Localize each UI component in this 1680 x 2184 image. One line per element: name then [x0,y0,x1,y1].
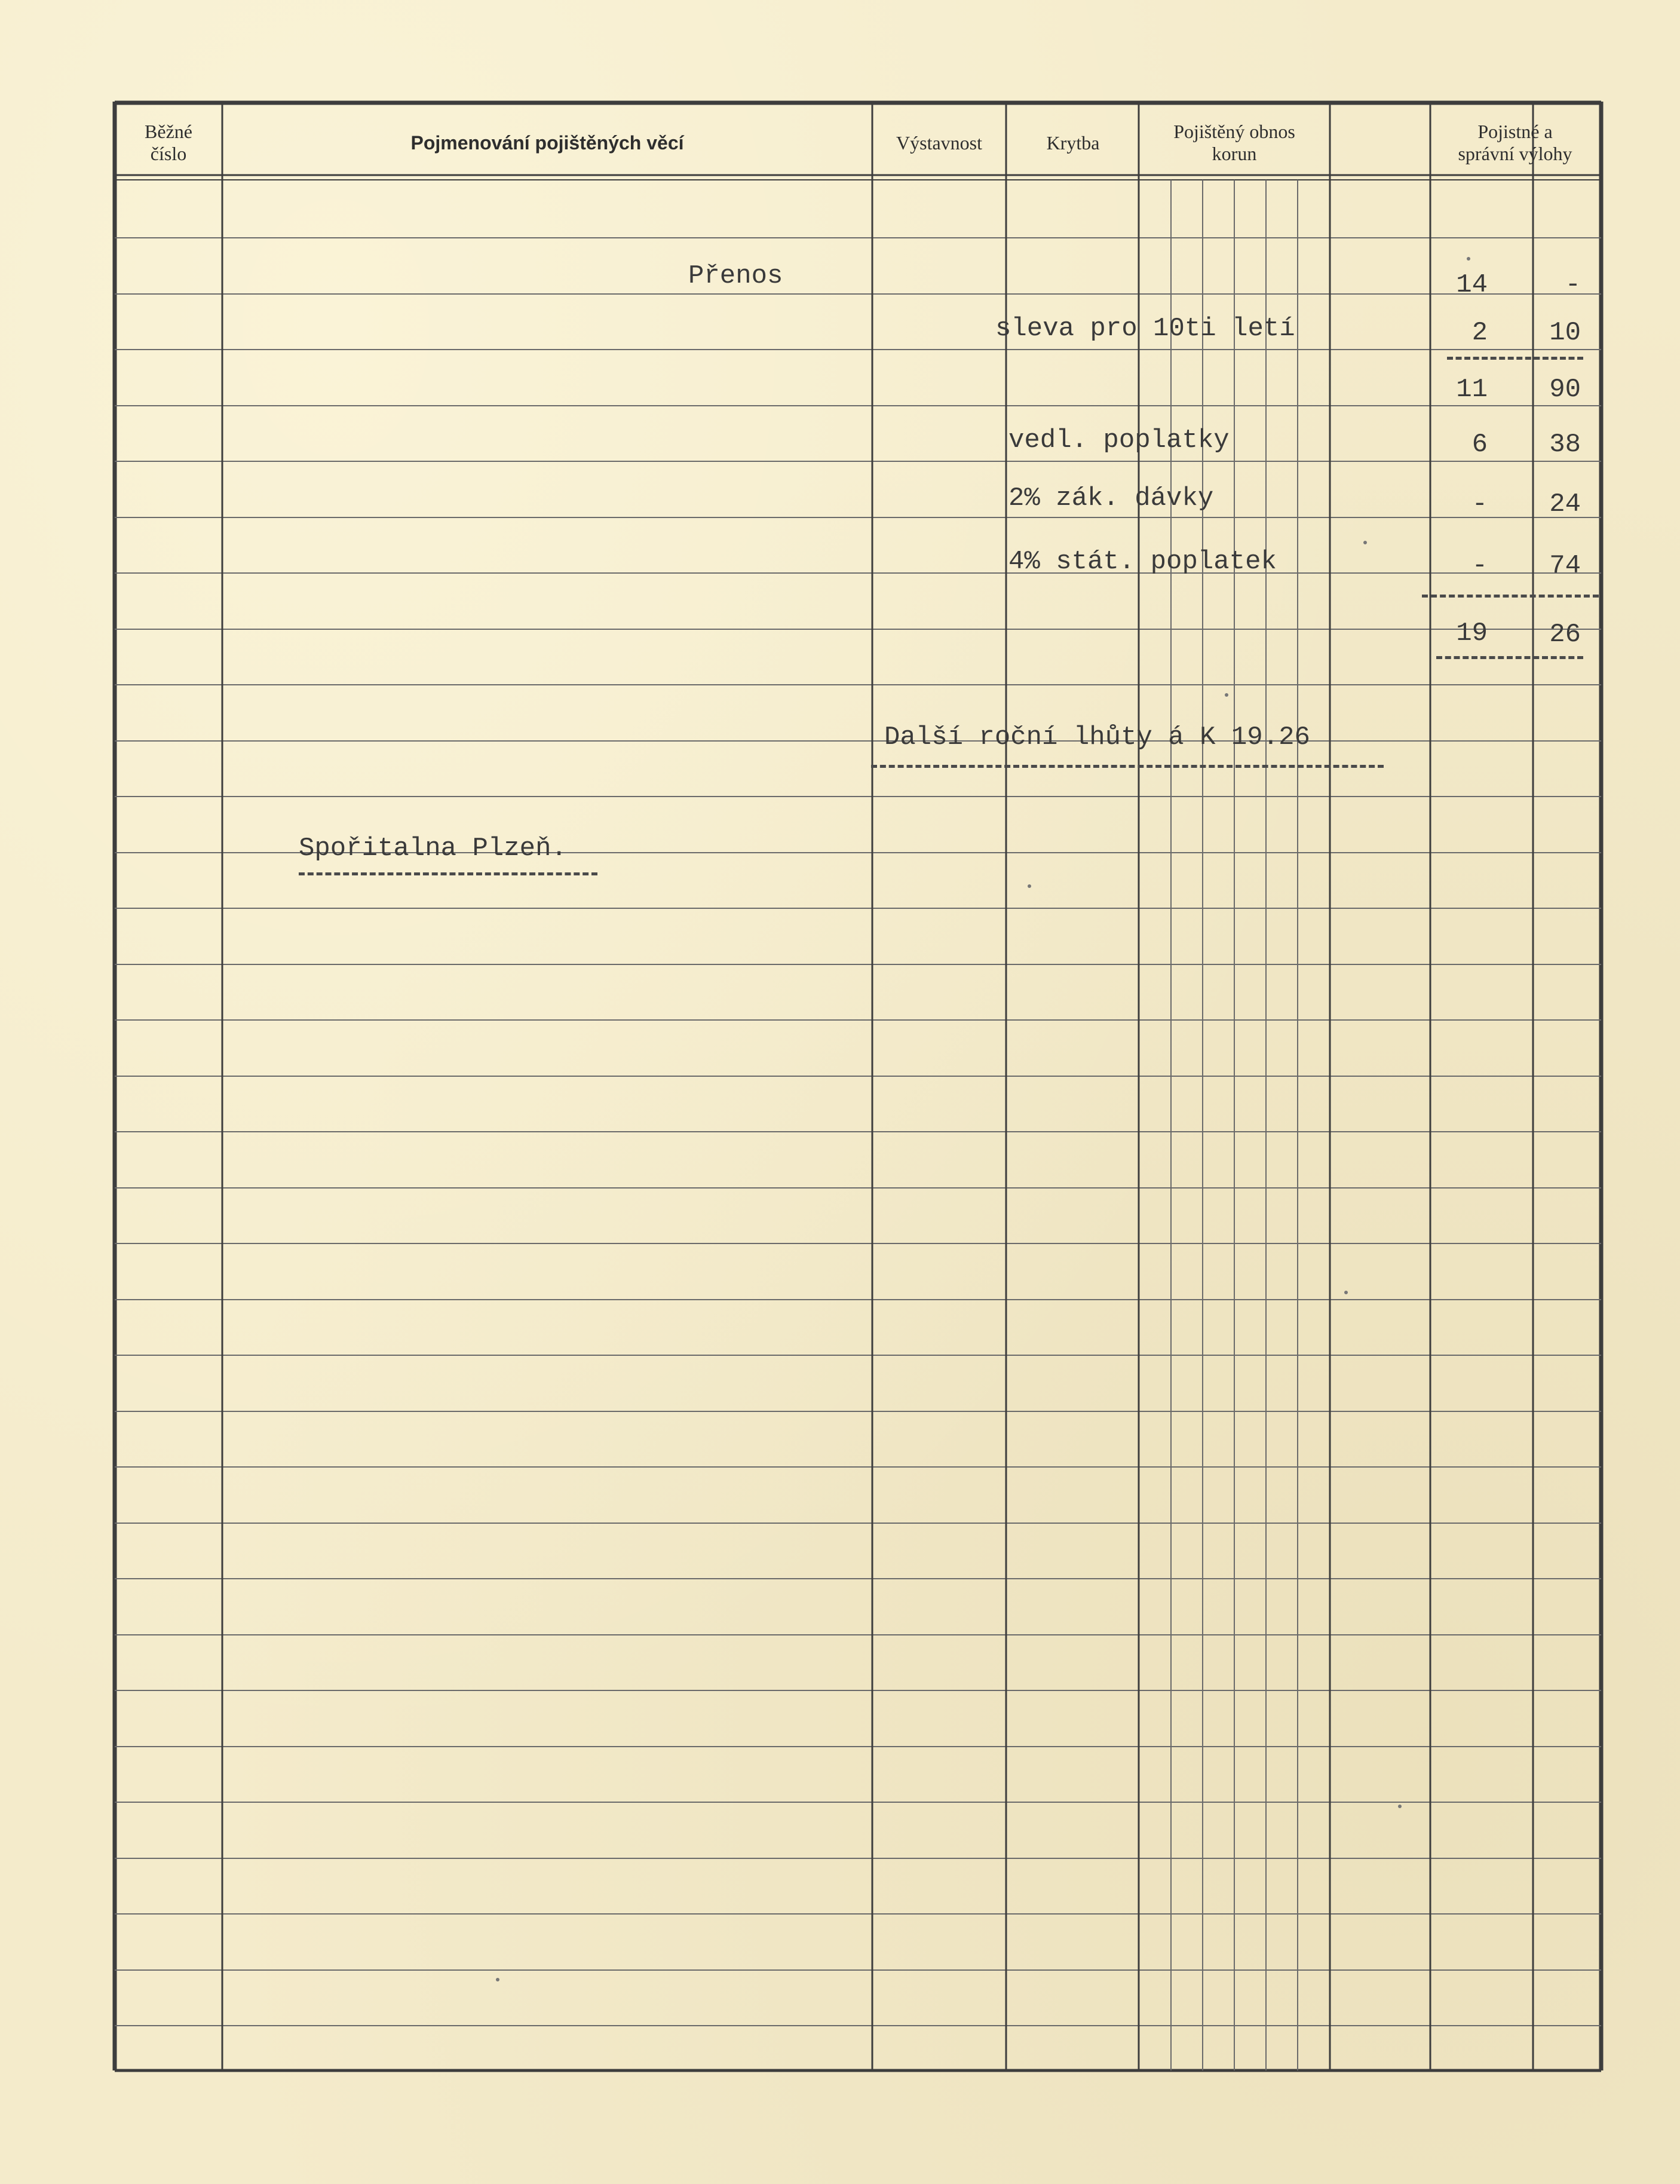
bank-name: Spořitalna Plzeň. [299,834,567,863]
ink-speck [1467,257,1470,261]
state-fee-crowns: - [1471,551,1488,581]
ink-speck [1344,1291,1348,1294]
header-insured-items: Pojmenování pojištěných věcí [410,131,684,154]
ink-speck [1398,1805,1402,1808]
subtotal-crowns: 11 [1456,375,1488,405]
levy-crowns: - [1471,489,1488,519]
ink-speck [1363,541,1367,544]
total-underline [1436,656,1583,659]
total-crowns: 19 [1456,618,1488,648]
discount-hellers: 10 [1549,318,1581,348]
levy-hellers: 24 [1549,489,1581,519]
total-hellers: 26 [1549,620,1581,650]
state-fee-underline [1422,595,1599,598]
header-roofing: Krytba [1046,131,1100,154]
next-installments-underline [871,765,1384,768]
header-premium-and-fees: Pojistné a správní výlohy [1458,121,1572,164]
header-sum-insured: Pojištěný obnos korun [1173,121,1295,164]
header-construction: Výstavnost [896,131,982,154]
fees-label: vedl. poplatky [1008,425,1230,455]
fees-hellers: 38 [1549,430,1581,460]
bank-underline [299,872,597,875]
levy-label: 2% zák. dávky [1008,483,1214,513]
fees-crowns: 6 [1471,430,1488,460]
state-fee-hellers: 74 [1549,551,1581,581]
ink-speck [496,1978,499,1981]
ink-speck [1028,884,1031,888]
subtotal-hellers: 90 [1549,375,1581,405]
discount-crowns: 2 [1471,318,1488,348]
carry-over-label: Přenos [688,261,783,291]
state-fee-label: 4% stát. poplatek [1008,547,1277,577]
ink-speck [1225,693,1228,697]
carry-over-hellers: - [1565,270,1581,300]
carry-over-crowns: 14 [1456,270,1488,300]
next-installments-note: Další roční lhůty á K 19.26 [884,722,1310,752]
discount-label: sleva pro 10ti letí [995,314,1295,344]
discount-underline [1447,357,1583,360]
header-running-number: Běžné číslo [145,121,192,164]
